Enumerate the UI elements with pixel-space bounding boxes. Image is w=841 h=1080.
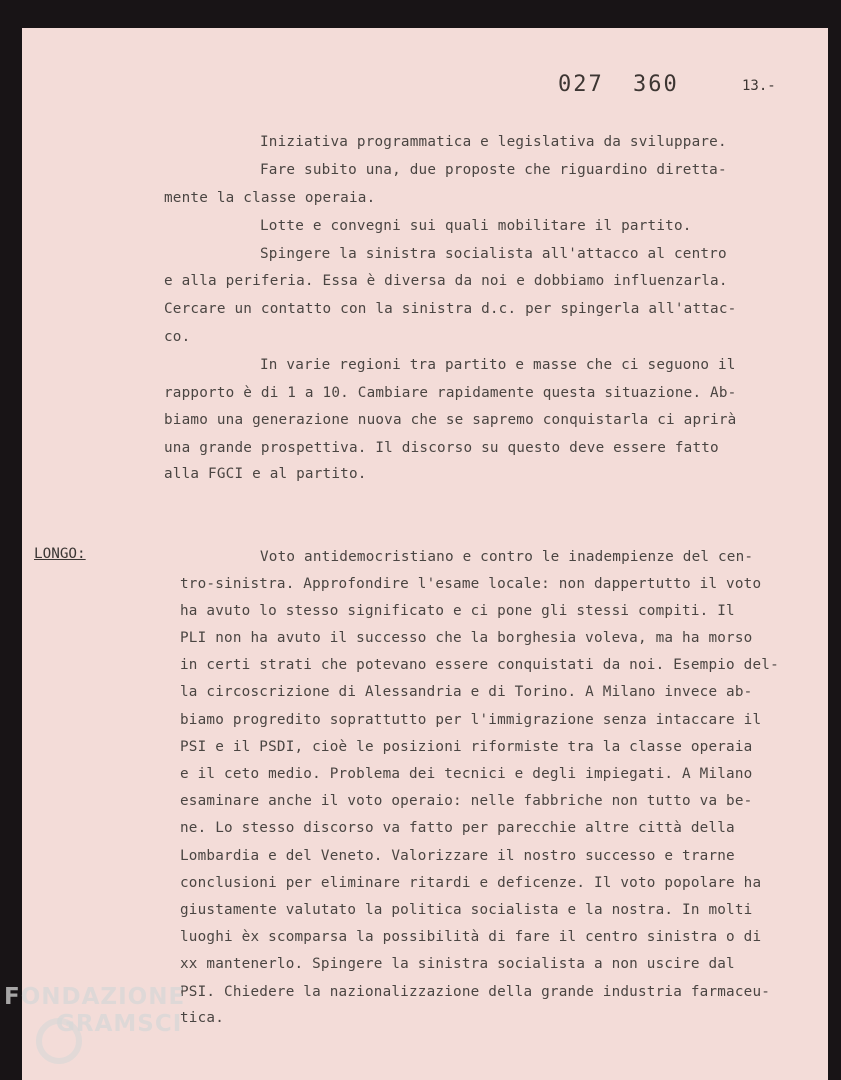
text-line: conclusioni per eliminare ritardi e deficenze. Il voto popolare ha — [180, 875, 762, 891]
text-line: ha avuto lo stesso significato e ci pone gli stessi compiti. Il — [180, 603, 735, 619]
text-line: Lotte e convegni sui quali mobilitare il partito. — [260, 218, 692, 234]
page-number: 13.- — [742, 78, 776, 94]
text-line: ne. Lo stesso discorso va fatto per parecchie altre città della — [180, 820, 735, 836]
text-line: In varie regioni tra partito e masse che ci seguono il — [260, 357, 736, 373]
text-line: tro-sinistra. Approfondire l'esame locale: non dappertutto il voto — [180, 576, 762, 592]
text-line: Lombardia e del Veneto. Valorizzare il nostro successo e trarne — [180, 848, 735, 864]
text-line: Spingere la sinistra socialista all'attacco al centro — [260, 246, 727, 262]
text-line: xx mantenerlo. Spingere la sinistra socialista a non uscire dal — [180, 956, 735, 972]
watermark-line1: FONDAZIONE — [4, 984, 186, 1010]
text-line: Fare subito una, due proposte che riguardino diretta- — [260, 162, 727, 178]
text-line: biamo progredito soprattutto per l'immigrazione senza intaccare il — [180, 712, 762, 728]
text-line: in certi strati che potevano essere conquistati da noi. Esempio del- — [180, 657, 779, 673]
text-line: alla FGCI e al partito. — [164, 466, 367, 482]
speaker-label: LONGO: — [34, 546, 86, 562]
document-number: 027 360 — [558, 72, 679, 97]
text-line: PLI non ha avuto il successo che la borghesia voleva, ma ha morso — [180, 630, 753, 646]
text-line: rapporto è di 1 a 10. Cambiare rapidamente questa situazione. Ab- — [164, 385, 737, 401]
text-line: e alla periferia. Essa è diversa da noi e dobbiamo influenzarla. — [164, 273, 728, 289]
text-line: giustamente valutato la politica socialista e la nostra. In molti — [180, 902, 753, 918]
text-line: tica. — [180, 1010, 225, 1026]
watermark — [4, 986, 185, 1036]
text-line: Cercare un contatto con la sinistra d.c. per spingerla all'attac- — [164, 301, 737, 317]
text-line: mente la classe operaia. — [164, 190, 376, 206]
text-line: la circoscrizione di Alessandria e di Torino. A Milano invece ab- — [180, 684, 753, 700]
text-line: Voto antidemocristiano e contro le inadempienze del cen- — [260, 549, 754, 565]
text-line: e il ceto medio. Problema dei tecnici e degli impiegati. A Milano — [180, 766, 753, 782]
text-line: biamo una generazione nuova che se sapremo conquistarla ci aprirà — [164, 412, 737, 428]
text-line: una grande prospettiva. Il discorso su questo deve essere fatto — [164, 440, 719, 456]
text-line: Iniziativa programmatica e legislativa da sviluppare. — [260, 134, 727, 150]
text-line: esaminare anche il voto operaio: nelle fabbriche non tutto va be- — [180, 793, 753, 809]
text-line: PSI. Chiedere la nazionalizzazione della grande industria farmaceu- — [180, 984, 771, 1000]
text-line: PSI e il PSDI, cioè le posizioni riformiste tra la classe operaia — [180, 739, 753, 755]
watermark-line2: GRAMSCI — [56, 1011, 183, 1037]
text-line: co. — [164, 329, 191, 345]
text-line: luoghi èx scomparsa la possibilità di fare il centro sinistra o di — [180, 929, 762, 945]
